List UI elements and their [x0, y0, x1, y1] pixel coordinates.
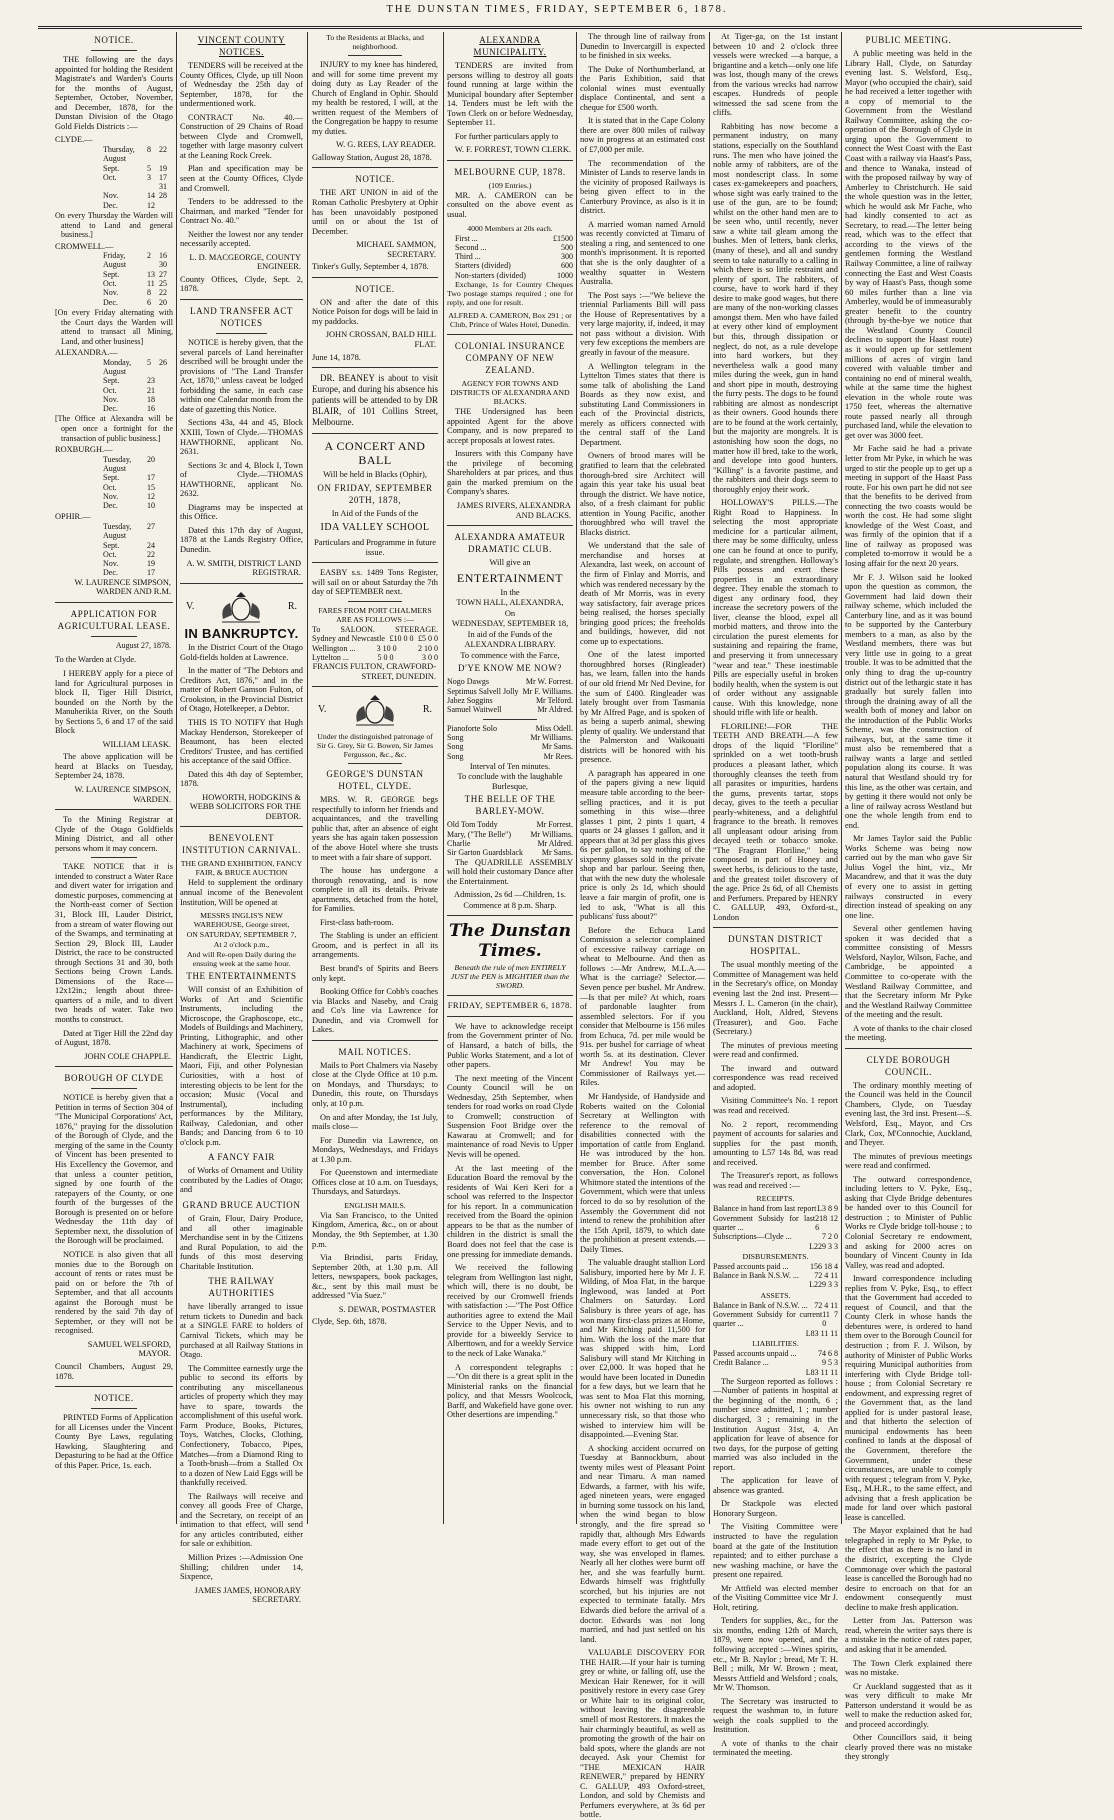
- rule: [348, 55, 402, 56]
- mail-place: Clyde, Sep. 6th, 1878.: [312, 1317, 387, 1327]
- lease-body: I HEREBY apply for a piece of land for Agricultural purposes in block II, Tiger Hill District, bounded on the North by the Manuherikia River, on the South by Sections 5, 6 and 17 of the said Block: [55, 668, 173, 736]
- borough-council-heading: CLYDE BOROUGH COUNCIL.: [866, 1054, 951, 1077]
- mail-body-3: For Dunedin via Lawrence, on Mondays, Wednesdays, and Fridays at 1.30 p.m.: [312, 1135, 438, 1164]
- royal-arms-icon: [214, 589, 268, 625]
- public-meeting-thanks: A vote of thanks to the chair closed the meeting.: [845, 1023, 972, 1043]
- column-separator: [443, 32, 444, 1524]
- fancy-fair-body: of Works of Ornament and Utility contributed by the Ladies of Otago; and: [180, 1166, 303, 1195]
- receipts-heading: RECEIPTS.: [756, 1194, 795, 1204]
- schedule-ophir-heading: OPHIR.—: [55, 512, 91, 522]
- borough-council-clerk: The Town Clerk explained there was no mistake.: [845, 1658, 972, 1678]
- carnival-place: MESSRS INGLIS'S NEW WAREHOUSE, George street,: [193, 911, 290, 930]
- public-meeting-body-4: Mr James Taylor said the Public Works Scheme was being now carried out by the man who gave Sir Julius Vogel the hint, viz., Mr Macandrew, and that it was the duty of every one to assist in getting railways constructed in every direction instead of speaking on any one line.: [845, 834, 972, 920]
- borough-heading: BOROUGH OF CLYDE: [64, 1073, 164, 1084]
- colonial-body: THE Undersigned has been appointed Agent for the above Company, and is now prepared to accept proposals at lowest rates.: [447, 407, 573, 445]
- poison-date: June 14, 1878.: [312, 352, 361, 362]
- hospital-visiting-2: The Visiting Committee were instructed to have the regulation board at the gate of the Institution repainted; and to either purchase a new washing machine, or have the present one repaired.: [713, 1522, 838, 1580]
- land-transfer-diagrams: Diagrams may be inspected at this Office.: [180, 502, 303, 522]
- melbourne-cup-entries: (109 Entries.): [488, 180, 532, 190]
- rule: [312, 562, 438, 563]
- rule: [91, 50, 137, 51]
- entertainments-body: Will consist of an Exhibition of Works of Art and Scientific Instruments, including the Microscope, the Graphoscope, etc., Models of Buildings and Machinery, Printing, Lithographic, and other Machinery at work, Specimens of Handicraft, the Electric Light, Maori, Fiji, and other Polynesian Curiosities, with a host of interesting objects to be lent for the occasion; Music (Vocal and Instrumental), including performances by the Military, Railway, Caledonian, and other Bands; and Dancing from 6 to 10 o'clock p.m.: [180, 985, 303, 1147]
- rule: [55, 809, 173, 810]
- news-paragraph: The Duke of Northumberland, at the Paris Exhibition, said that colonial wines must eventually displace Continental, and sent a cheque for £500 worth.: [580, 64, 705, 112]
- signature: JOHN CROSSAN, BALD HILL FLAT.: [325, 330, 436, 350]
- schedule-cromwell-note: [On every Friday alternating with the Court days the Warden will attend to transact all Mining, Land, and other business]: [55, 307, 173, 346]
- newspaper-dateline: FRIDAY, SEPTEMBER 6, 1878.: [447, 1000, 573, 1011]
- dramatic-on: On: [504, 608, 516, 618]
- crest-letter-r: R.: [422, 704, 432, 716]
- dramatic-in: In the: [500, 587, 520, 597]
- art-union-body: THE ART UNION in aid of the Roman Catholic Presbytery at Ophir has been unavoidably postponed until on or about the 1st of December.: [312, 188, 438, 236]
- melbourne-cup-sig: ALFRED A. CAMERON, Box 291 ; or Club, Prince of Wales Hotel, Dunedin.: [448, 311, 572, 330]
- railway-heading: THE RAILWAY AUTHORITIES: [208, 1276, 275, 1299]
- carnival-time: At 2 o'clock p.m.,: [213, 940, 270, 950]
- news-paragraph: The through line of railway from Dunedin to Invercargill is expected to be finished in six weeks.: [580, 32, 705, 61]
- court-notice-body: THE following are the days appointed for holding the Resident Magistrate's and Warden's Courts for the months of August, September, October, November, and December, 1878, for the Dunstan Division of the Otago Gold Fields Districts :—: [55, 55, 173, 131]
- hotel-bath: First-class bath-room.: [320, 917, 394, 927]
- bruce-auction-body: of Grain, Flour, Dairy Produce, and all other imaginable Merchandise sent in by the Citizens and Rural Population, to aid the funds of this most deserving Charitable Institution.: [180, 1214, 303, 1271]
- borough-council-minutes: The minutes of previous meetings were read and confirmed.: [845, 1151, 972, 1171]
- schedule-roxburgh-heading: ROXBURGH.—: [55, 445, 113, 455]
- borough-body: NOTICE is hereby given that a Petition in terms of Section 304 of "The Municipal Corporations' Act, 1876," praying for the dissolution of the Borough of Clyde, and the merging of the same in the County of Vincent has been presented to His Excellency the Governor, and that unless a counter petition, signed by one fourth of the ratepayers of the County, or one fourth of the burgesses of the Borough is presented on or before Wednesday the 11th day of September next, the dissolution of the Borough will be proclaimed.: [55, 1093, 173, 1246]
- mail-body-4: For Queenstown and intermediate Offices close at 10 a.m. on Tuesdays, Thursdays, and Saturdays.: [312, 1168, 438, 1197]
- dramatic-admission: Admission, 2s 6d —Children, 1s.: [454, 890, 566, 900]
- schedule-alexandra-heading: ALEXANDRA.—: [55, 348, 118, 358]
- hospital-thanks: A vote of thanks to the chair terminated the meeting.: [713, 1738, 838, 1758]
- liabilities-heading: LIABILITIES.: [752, 1338, 799, 1348]
- dramatic-quadrille: The QUADRILLE ASSEMBLY will hold their customary Dance after the Entertainment.: [447, 857, 573, 886]
- race-dated: Dated at Tiger Hill the 22nd day of August, 1878.: [55, 1028, 173, 1048]
- rule: [845, 1048, 972, 1049]
- crest-letter-v: V.: [318, 704, 327, 716]
- dramatic-library: ALEXANDRA LIBRARY.: [464, 640, 556, 650]
- race-to: To the Mining Registrar at Clyde of the Otago Goldfields Mining District, and all other persons whom it may concern.: [55, 815, 173, 853]
- borough-council-outward: The outward correspondence, including letters to V. Pyke, Esq., asking that Clyde Bridge debentures be handed over to this Council for destruction ; to Minister of Public Works re Clyde bridge toll-house ; to Colonial Secretary re endowment, and asking for 2000 acres on boundary of Vincent County in Ida Valley, was read and adopted.: [845, 1174, 972, 1270]
- signature: JOHN COLE CHAPPLE.: [84, 1051, 171, 1061]
- signature: MICHAEL SAMMON, SECRETARY.: [356, 240, 436, 259]
- column-4: ALEXANDRA MUNICIPALITY. TENDERS are invited from persons willing to destroy all goats found running at large within the Municipal boundary after September 14. Tenders must be left with the Town Clerk on or before Wednesday, September 11. For further particulars apply to W. F. FORREST, TOWN CLERK. MELBOURNE CUP, 1878. (109 Entries.) MR. A. CAMERON can be consulted on the above event as usual. 4000 Members at 20s each. First ... £1500 Second ... 500 Third ... 300 Starters (divided) 600 Non-starters (divided) 1000 Exchange, 1s for Country Cheques Two postage stamps required ; one for reply, and one for result. ALFRED A. CAMERON, Box 291 ; or Club, Prince of Wales Hotel, Dunedin. COLONIAL INSURANCE COMPANY OF NEW ZEALAND. AGENCY FOR TOWNS AND DISTRICTS OF ALEXANDRA AND BLACKS. THE Undersigned has been appointed Agent for the above Company, and is now prepared to accept proposals at lowest rates. Insurers with this Company have the privilege of becoming Shareholders at par prices, and thus gain the marked premium on the Company's shares. JAMES RIVERS, ALEXANDRA AND BLACKS. ALEXANDRA AMATEUR DRAMATIC CLUB. Will give an ENTERTAINMENT In the TOWN HALL, ALEXANDRA, On WEDNESDAY, SEPTEMBER 18, In aid of the Funds of the ALEXANDRA LIBRARY. To commence with the Farce, D'YE KNOW ME NOW? Nogo Dawgs Mr W. Forrest. Septimus Salvell Jolly Mr F. Williams. Jabez Soggins Mr Telford. Samuel Waitwell Mr Aldred. Pianoforte Solo Miss Odell. Song Mr Williams. Song Mr Sams. Song Mr Rees. Interval of Ten minutes. To conclude with the laughable Burlesque, THE BELLE OF THE BARLEY-MOW. Old Tom Toddy Mr Forrest. Mary, ("The Belle") Mr Williams. Charlie Mr Aldred. Sir Garton Guardsblack Mr Sams. The QUADRILLE ASSEMBLY will hold their customary Dance after the Entertainment. Admission, 2s 6d —Children, 1s. Commence at 8 p.m. Sharp. The Dunstan Times. Beneath the rule of men ENTIRELY JUST the PEN is MIGHTIER than the SWORD. FRIDAY, SEPTEMBER 6, 1878. We have to acknowledge receipt from the Government printer of No. of Hansard, a batch of bills, the Public Works Statement, and a lot of other papers. The next meeting of the Vincent County Council will be on Wednesday, 25th September, when tenders for road works on road Clyde to Cromwell; construction of Suspension Foot Bridge over the Kawarau at Cromwell; and for maintenance of road Nevis to Upper Nevis will be opened. At the last meeting of the Education Board the removal by the residents of Wai Keri Keri for a school was referred to the Inspector for his report. In a communication received from the Board the opinion appears to be that as the number of children in the district is small the Board does not feel that the case is one pressing for immediate demands. We received the following telegram from Wellington last night, which will, there is no doubt, be received by our Cromwell friends with satisfaction :—"The Post Office authorities agree to extend the Mail Service to the Upper Nevis, and to provide for a biweekly Service to Alberttown, and for a weekly Service to the neck of Lake Wanaka." A correspondent telegraphs :—"On dit there is a great split in the Ministerial ranks on the financial policy, and that Messrs Woolcock, Barff, and Wakefield have gone over. Other desertions are impending.": [447, 35, 573, 1420]
- carnival-body: Held to supplement the ordinary annual income of the Benevolent Institution, Will be opened at: [180, 878, 303, 907]
- lease-heard: The above application will be heard at Blacks on Tuesday, September 24, 1878.: [55, 752, 173, 781]
- court-notice-heading: NOTICE.: [94, 35, 134, 45]
- masthead-rule: [38, 26, 1082, 29]
- borough-place: Council Chambers, August 29, 1878.: [55, 1361, 173, 1381]
- column-separator: [841, 32, 842, 1524]
- public-meeting-body-3: Mr F. J. Wilson said he looked upon the question as common, the Government had laid down their railway scheme, which included the Canterbury line, and as it was bound to be supported by the Canterbury members to a man, as also by the Westland members, there was but very little use in going to a great trouble. It was to be admitted that the only thing to drag the up-country district out of the lethargic state it has gradually but surely fallen into through the draining away of all the wealth both of money and labor on the introduction of the Public Works Scheme, was the construction of railways, but, at the same time it must also be remembered that a railway wants a large and settled population along its course. It was natural that Westland should try for this line, as the other was certain, and by getting it there would not only be a line of railway across Westland but one the whole length from end to end.: [845, 572, 972, 830]
- news-paragraph: A shocking accident occurred on Tuesday at Bannockburn, about twenty miles west of Pleasant Point and near Timaru. A man named Edwards, a farmer, with his wife, aged nineteen years, were engaged in burning some tussock on his land, when the wind began to blow strongly, and the fire spread so rapidly that, although Mrs Edwards made every effort to get out of the way, she was enveloped in flames. Nearly all her clothes were burnt off her, and she was fearfully burnt. Edwards himself was frightfully scorched, but his injuries are not expected to terminate fatally. Mrs Edwards died before the arrival of a doctor. Edwards was not long married, and had just settled on his land.: [580, 1443, 705, 1644]
- public-meeting-body: A public meeting was held in the Library Hall, Clyde, on Saturday evening last. S. Welsford, Esq., Mayor (who occupied the chair), said he had received a letter together with a copy of memorial to the Government from the Westland Railway Committee, asking the co-operation of the Borough of Clyde in urging upon the Government to connect the West Coast with the East Coast with a railway via Haast's Pass, and thence to Wanaka, instead of with the proposed railway by way of Amberley to Christchurch. He said the whole question was in the letter, which he would ask Mr Fache, who had kindly consented to act as Secretary, to read.—The letter being read, which was to the effect that according to the views of the gentlemen forming the Westland Railway Committee, a line of railway connecting the East and West Coasts by way of Haast's Pass, though some 60 miles further than a line via Amberley, would be of immeasurably greater benefit to the country (through by-the-bye we notice that the Westland County Council declines to support the Haast route) as it would open up for settlement millions of acres of virgin land covered with valuable timber and containing no end of mineral wealth, while at the same time the highest elevation in the whole route was 1750 feet, whereas the alternative route passed nearly all through purchased land, while the elevation to get over was 3000 feet.: [845, 49, 972, 440]
- signature: WILLIAM LEASK.: [102, 739, 171, 749]
- hospital-tenders: Tenders for supplies, &c., for the six months, ending 12th of March, 1879, were now opened, and the following accepted :—Wines spirits, etc., Mr B. Naylor ; bread, Mr T. H. Bell ; milk, Mr W. Brown ; meat, Messrs Attfield and Welsford ; coals, Mr W. Thomson.: [713, 1616, 838, 1693]
- rule: [180, 299, 303, 300]
- hotel-body-2: The house has undergone a thorough renovating, and is now complete in all its details. Private apartments, detached from the hotel, for Families.: [312, 866, 438, 914]
- dramatic-hall: TOWN HALL, ALEXANDRA,: [456, 598, 564, 608]
- rule: [216, 333, 267, 334]
- hotel-stabling: The Stabling is under an efficient Groom, and is perfect in all its arrangements.: [312, 931, 438, 960]
- melbourne-cup-body: MR. A. CAMERON can be consulted on the above event as usual.: [447, 190, 573, 220]
- bruce-auction-heading: GRAND BRUCE AUCTION: [182, 1200, 301, 1211]
- signature: JAMES RIVERS, ALEXANDRA AND BLACKS.: [456, 500, 571, 520]
- poison-heading: NOTICE.: [355, 283, 395, 294]
- land-transfer-body: NOTICE is hereby given, that the several parcels of Land hereinafter described will be brought under the provisions of "The Land Transfer Act, 1870," unless caveat be lodged forbidding the same, in each case within one Calendar month from the date of gazetting this Notice.: [180, 338, 303, 414]
- column-6: At Tiger-ga, on the 1st instant between 10 and 2 o'clock three vessels were wrecked —a barque, a brigantine and a ketch—only one life was lost, though many of the crews from the various wrecks had narrow escapes. Hundreds of people witnessed the sad scene from the cliffs. Rabbiting has now become a permanent industry, on many stations, especially on the Southland runs. The men who have joined the noble army of rabbiters, are of the most nondescript class. In some cases ex-gamekeepers and poachers, whose sight was early trained to the use of the gun, are to be found; whilst on the other hand men are to be seen who, until recently, never saw a white tail gleam among the bushes. Men of letters, bank clerks, (many of these), and all and sundry seem to take naturally to a calling in which there is so little restraint and plenty of sport. The rabbiters, of course, have to work hard if they desire to make good wages, but there are many of the non-working classes amongst them. Men who have failed at every other kind of employment but this, through dissipation or neglect, do not, as a rule develope into hard workers, but they nevertheless walk a good many miles during the week, gun in hand and short pipe in mouth, destroying the furry pests. The dogs to be found rabbiting are almost as nondescript as their owners. Good hounds there are to be found at the work certainly, but the majority are mongrels. It is astonishing how soon the dogs, no matter how ill bred, take to the work, and develope into good hunters. "Killing" is a favorite pastime, and the rabbiters and their dogs seem to thoroughly enjoy their work. HOLLOWAY'S PILLS.—The Right Road to Happiness. In selecting the most appropriate medicine for a particular ailment, there may be some difficulty, unless one can be found at once to purify, regulate, and strengthen. Holloway's Pills possess and exert these properties in an extraordinary degree. They enable the stomach to digest any ordinary food, they increase the secretory powers of the liver, cleanse the blood, expel all morbid matters, and throw into the circulation the purest elements for sustaining and repairing the frame, and preserving it from unnecessary "wear and tear." These inestimable Pills are especially useful in broken bodily health, when the system is out of order without any assignable cause. With this knowledge, none should trifle with life or health. FLORILINE!—FOR THE TEETH AND BREATH.—A few drops of the liquid "Floriline" sprinkled on a wet tooth-brush produces a pleasant lather, which thoroughly cleanses the teeth from all parasites or impurities, hardens the gums, prevents tartar, stops decay, gives to the teeth a peculiar pearly-whiteness, and a delightful fragrance to the breath. It removes all unpleasant odour arising from decayed teeth or tobacco smoke. "The Fragrant Floriline," being composed in part of Honey and sweet herbs, is delicious to the taste, and the greatest toilet discovery of the age. Price 2s 6d, of all Chemists and Perfumers. Prepared by HENRY C. GALLUP, 493, Oxford-st., London DUNSTAN DISTRICT HOSPITAL. The usual monthly meeting of the Committee of Management was held in the Secretary's office, on Monday evening last the 2nd inst. Present—Messrs J. L. Cameron (in the chair), Auckland, Holt, Aldred, Stevens (Treasurer), and Goo. Fache (Secretary.) The minutes of previous meeting were read and confirmed. The inward and outward correspondence was read received and adopted. Visiting Committee's No. 1 report was read and received. No. 2 report, recommending payment of accounts for salaries and supplies for the past month, amounting to L57 14s 8d, was read and received. The Treasurer's report, as follows was read and received :— RECEIPTS. Balance in hand from last report L3 8 9 Government Subsidy for last quarter ... 218 12 6 Subscriptions—Clyde ... 7 2 0 L229 3 3 DISBURSEMENTS. Passed accounts paid ... 156 18 4 Balance in Bank N.S.W. ... 72 4 11 L229 3 3 ASSETS. Balance in Bank of N.S.W. ... 72 4 11 Government Subsidy for current quarter ... 11 7 0 L83 11 11 LIABILITIES. Passed accounts unpaid ... 74 6 8 Credit Balance ... 9 5 3 L83 11 11 The Surgeon reported as follows :—Number of patients in hospital at the beginning of the month, 6 ; number since admitted, 1 ; number discharged, 3 ; remaining in the Institution August 31st, 4. An application for leave of absence for two days, for the purpose of getting married was also included in the report. The application for leave of absence was granted. Dr Stackpole was elected Honorary Surgeon. The Visiting Committee were instructed to have the regulation board at the gate of the Institution repainted; and to either purchase a new washing machine, or have the present one repaired. Mr Attfield was elected member of the Visiting Committee vice Mr J. Holt, retiring. Tenders for supplies, &c., for the six months, ending 12th of March, 1879, were now opened, and the following accepted :—Wines spirits, etc., Mr B. Naylor ; bread, Mr T. H. Bell ; milk, Mr W. Brown ; meat, Messrs Attfield and Welsford ; coals, Mr W. Thomson. The Secretary was instructed to request the washman to, in future weigh the coals supplied to the Institution. A vote of thanks to the chair terminated the meeting.: [713, 32, 838, 1758]
- news-paragraph: VALUABLE DISCOVERY FOR THE HAIR.—If your hair is turning grey or white, or falling off, use the Mexican Hair Renewer, for it will positively restore in every case Grey or White hair to its original color, without leaving the disagreeable smell of most Restorers. It makes the hair charmingly beautiful, as well as promoting the growth of the hair on bald spots, where the glands are not decayed. Ask your Chemist for "THE MEXICAN HAIR RENEWER," prepared by HENRY C. GALLUP, 493 Oxford-street, London, and sold by Chemists and Perfumers everywhere, at 3s 6d per bottle.: [580, 1648, 705, 1820]
- dramatic-club-heading: ALEXANDRA AMATEUR DRAMATIC CLUB.: [454, 532, 566, 555]
- rule: [180, 826, 303, 827]
- editorial-3: At the last meeting of the Education Board the removal by the residents of Wai Keri Keri for a school was referred to the Inspector for his report. In a communication received from the Board the opinion appears to be that as the number of children in the district is small the Board does not feel that the case is one pressing for immediate demands.: [447, 1163, 573, 1259]
- land-transfer-section-2: Sections 3c and 4, Block I, Town of Clyde.—THOMAS HAWTHORNE, applicant No. 2632.: [180, 460, 303, 499]
- editorial-2: The next meeting of the Vincent County Council will be on Wednesday, 25th September, when tenders for road works on road Clyde to Cromwell; construction of Suspension Foot Bridge over the Kawarau at Cromwell; and for maintenance of road Nevis to Upper Nevis will be opened.: [447, 1073, 573, 1160]
- column-5: [580, 32, 705, 1820]
- news-paragraph: It is stated that in the Cape Colony there are over 800 miles of railway now in progress at an estimated cost of £7,000 per mile.: [580, 116, 705, 155]
- hospital-body: The usual monthly meeting of the Committee of Management was held in the Secretary's office, on Monday evening last the 2nd inst. Present—Messrs J. L. Cameron (in the chair), Auckland, Holt, Aldred, Stevens (Treasurer), and Goo. Fache (Secretary.): [713, 960, 838, 1037]
- rule: [713, 927, 838, 928]
- lease-date: August 27, 1878.: [115, 640, 171, 650]
- carnival-heading: BENEVOLENT INSTITUTION CARNIVAL.: [182, 833, 301, 856]
- lease-heading: APPLICATION FOR AGRICULTURAL LEASE.: [57, 608, 171, 631]
- dramatic-farce: D'YE KNOW ME NOW?: [458, 663, 562, 674]
- committee-body: The Committee earnestly urge the public to second its efforts by contributing any miscellaneous articles of property which they may have to spare, towards the accomplishment of this useful work. Farm Produce, Books, Pictures, Toys, Watches, Clocks, Clothing, Confectionery, Tobacco, Pipes, Matches—from a Diamond Ring to a Tooth-brush—from a Stalled Ox to a dozen of New Laid Eggs will be thankfully received.: [180, 1363, 303, 1488]
- concert-body: Will be held in Blacks (Ophir),: [323, 470, 427, 480]
- news-paragraph: Mr Handyside, of Handyside and Roberts waited on the Colonial Secretary at Wellington with reference to the removal of disabilities connected with the importation of cattle from England. He was introduced by the hon. member for Bruce. After some conversation, the Hon. Colonel Whitmore stated the intentions of the Government, which were that unless forced to do so by resolution of the Assembly the Government did not intend to renew the prohibition after the 15th April, 1879, to which date the prohibition at present extends.—Daily Times.: [580, 1091, 705, 1254]
- signature: W. LAURENCE SIMPSON, WARDEN AND R.M.: [74, 577, 171, 597]
- forms-notice-body: PRINTED Forms of Application for all Licenses under the Vincent County Bye Laws, regulating Hawking, Slaughtering and Depasturing to be had at the Office of this Paper. Price, 1s. each.: [55, 1413, 173, 1470]
- column-separator: [709, 32, 710, 1524]
- news-paragraph: Rabbiting has now become a permanent industry, on many stations, especially on the Southland runs. The men who have joined the noble army of rabbiters, are of the most nondescript class. In some cases ex-gamekeepers and poachers, whose sight was early trained to the use of the gun, are to be found; whilst on the other hand men are to be seen who, until recently, never saw a white tail gleam among the bushes. Men of letters, bank clerks, (many of these), and all and sundry seem to take naturally to a calling in which there is so little restraint and plenty of sport. The rabbiters, of course, have to work hard if they desire to make good wages, but there are many of the non-working classes amongst them. Men who have failed at every other kind of employment but this, through dissipation or neglect, do not, as a rule develope into hard workers, but they nevertheless walk a good many miles during the week, gun in hand and short pipe in mouth, destroying the furry pests. The dogs to be found rabbiting are almost as nondescript as their owners. Good hounds there are to be found at the work certainly, but the majority are mongrels. It is astonishing how soon the dogs, no matter how ill bred, take to the work, and develope into good hunters. "Killing" is a favorite pastime, and the rabbiters and their dogs seem to thoroughly enjoy their work.: [713, 121, 838, 494]
- hospital-treasurer: The Treasurer's report, as follows was read and received :—: [713, 1171, 838, 1190]
- easby-body: EASBY s.s. 1489 Tons Register, will sail on or about Saturday the 7th day of SEPTEMBER next.: [312, 568, 438, 597]
- royal-crest: [186, 589, 297, 625]
- rule: [447, 160, 573, 161]
- news-paragraph: Owners of brood mares will be gratified to learn that the celebrated thorough-bred sire Architect will again this year take his usual beat through the district. We have notice, also, of a fresh claimant for public attention in Young Pacific, another thoroughbred who will travel the Blacks district.: [580, 451, 705, 537]
- melbourne-cup-heading: MELBOURNE CUP, 1878.: [454, 166, 566, 177]
- editorial-5: A correspondent telegraphs :—"On dit there is a great split in the Ministerial ranks on the financial policy, and that Messrs Woolcock, Barff, and Wakefield have gone over. Other desertions are impending.": [447, 1362, 573, 1420]
- editorial-4: We received the following telegram from Wellington last night, which will, there is no doubt, be received by our Cromwell friends with satisfaction :—"The Post Office authorities agree to extend the Mail Service to the Upper Nevis, and to provide for a biweekly Service to Alberttown, and for a weekly Service to the neck of Lake Wanaka.": [447, 1263, 573, 1358]
- committee-body-2: The Railways will receive and convey all goods Free of Charge, and the Secretary, on receipt of an intimation to that effect, will send for any articles contributed, either for sale or exhibition.: [180, 1491, 303, 1549]
- news-paragraph: FLORILINE!—FOR THE TEETH AND BREATH.—A few drops of the liquid "Floriline" sprinkled on a wet tooth-brush produces a pleasant lather, which thoroughly cleanses the teeth from all parasites or impurities, hardens the gums, prevents tartar, stops decay, gives to the teeth a peculiar pearly-whiteness, and a delightful fragrance to the breath. It removes all unpleasant odour arising from decayed teeth or tobacco smoke. "The Fragrant Floriline," being composed in part of Honey and sweet herbs, is delicious to the taste, and the greatest toilet discovery of the age. Price 2s 6d, of all Chemists and Perfumers. Prepared by HENRY C. GALLUP, 493, Oxford-st., London: [713, 721, 838, 922]
- colonial-agency: AGENCY FOR TOWNS AND DISTRICTS OF ALEXANDRA AND BLACKS.: [450, 379, 570, 407]
- residents-place: Galloway Station, August 28, 1878.: [312, 152, 432, 162]
- rule: [348, 763, 402, 764]
- rule: [483, 719, 537, 720]
- news-paragraph: The valuable draught stallion Lord Salisbury, imported here by Mr J. F. Wilding, of Moa Flat, in the barque Inglewood, was landed at Port Chalmers on Saturday. Lord Salisbury is three years of age, has won many first-class prizes at Home, and Mr Kitching paid 11,500 for him. With the loss of the mare that was shipped with him, Lord Salisbury will stand Mr Kitching in over £2,000. It was hoped that he would have been located in Dunedin for a few days, but we learn that he was sent to Moa Flat this morning, his owner not wishing to run any unnecessary risk, so that those who wished to interview him will be disappointed.—Evening Star.: [580, 1258, 705, 1440]
- county-notices-heading: VINCENT COUNTY NOTICES.: [197, 35, 286, 57]
- carnival-date: ON SATURDAY, SEPTEMBER 7,: [186, 930, 297, 940]
- fancy-fair-heading: A FANCY FAIR: [207, 1152, 276, 1163]
- rule: [91, 857, 137, 858]
- hospital-inward: The inward and outward correspondence was read received and adopted.: [713, 1063, 838, 1092]
- concert-particulars: Particulars and Programme in future issue.: [314, 538, 436, 557]
- rule: [312, 686, 438, 687]
- royal-crest: [318, 692, 432, 728]
- rule: [447, 915, 573, 916]
- fares-heading: FARES FROM PORT CHALMERS ARE AS FOLLOWS :—: [318, 605, 432, 624]
- residents-heading: To the Residents at Blacks, and neighborhood.: [326, 33, 424, 51]
- rule: [91, 1408, 137, 1409]
- schedule-cromwell-heading: CROMWELL.—: [55, 241, 114, 251]
- crest-letter-r: R.: [287, 600, 297, 612]
- entertainments-heading: THE ENTERTAINMENTS: [186, 971, 297, 982]
- hospital-surgeon: The Surgeon reported as follows :—Number of patients in hospital at the beginning of the month, 6 ; number since admitted, 1 ; number discharged, 3 ; remaining in the Institution August 31st, 4. An application for leave of absence for two days, for the purpose of getting married was also included in the report.: [713, 1376, 838, 1472]
- borough-council-body: The ordinary monthly meeting of the Council was held in the Council Chambers, Clyde, on Tuesday evening last, the 3rd inst. Present—S. Welsford, Esq., Mayor, and Crs Clark, Cox, M'Connochie, Auckland, and Theyer.: [845, 1080, 972, 1148]
- dramatic-commence: To commence with the Farce,: [460, 650, 560, 660]
- mail-body-2: On and after Monday, the 1st July, mails close—: [312, 1112, 438, 1132]
- column-2: [180, 32, 303, 1605]
- hospital-visiting: Visiting Committee's No. 1 report was read and received.: [713, 1096, 838, 1115]
- news-paragraph: A married woman named Arnold was recently convicted at Timaru of stealing a ring, and sentenced to one month's imprisonment. It is reported that she is the only daughter of a wealthy squatter in Western Australia.: [580, 219, 705, 287]
- rule: [312, 277, 438, 278]
- land-transfer-dated: Dated this 17th day of August, 1878 at the Lands Registry Office, Dunedin.: [180, 525, 303, 554]
- disbursements-heading: DISBURSEMENTS.: [742, 1251, 809, 1261]
- alexandra-body: TENDERS are invited from persons willing to destroy all goats found running at large within the Municipal boundary after September 14. Tenders must be left with the Town Clerk on or before Wednesday, September 11.: [447, 61, 573, 128]
- residents-body: INJURY to my knee has hindered, and will for some time prevent my doing duty as Lay Reader of the Church of England in Ophir. Should my health be restored, I will, at the written request of the Members of the Congregation be happy to resume my duties.: [312, 60, 438, 136]
- assets-heading: ASSETS.: [760, 1290, 791, 1300]
- hotel-heading: GEORGE'S DUNSTAN HOTEL, CLYDE.: [326, 769, 424, 792]
- public-meeting-heading: PUBLIC MEETING.: [865, 35, 952, 45]
- borough-council-mayor: The Mayor explained that he had telegraphed in reply to Mr Pyke, to the effect that as there is no land in the district, excepting the Clyde Commonage over which the pastoral lease is cancelled the Borough had no desire to encroach on that for an endowment consequently must decline to make fresh application.: [845, 1526, 972, 1612]
- hospital-leave: The application for leave of absence was granted.: [713, 1476, 838, 1495]
- rule: [55, 602, 173, 603]
- art-union-heading: NOTICE.: [355, 174, 395, 185]
- rule: [447, 334, 573, 335]
- signature: S. DEWAR, POSTMASTER: [338, 1304, 436, 1314]
- dramatic-give: Will give an: [489, 558, 531, 568]
- rule: [55, 1386, 173, 1387]
- news-paragraph: HOLLOWAY'S PILLS.—The Right Road to Happiness. In selecting the most appropriate medicine for a particular ailment, there may be some difficulty, unless one can be found at once to purify, regulate, and strengthen. Holloway's Pills possess and exert these properties in an extraordinary degree. They enable the stomach to digest any ordinary food, they increase the secretory powers of the liver, cleanse the blood, expel all morbid matters, and throw into the circulation the purest elements for sustaining and repairing the frame, and preserving it from unnecessary "wear and tear." These inestimable Pills are especially useful in broken bodily health, when the system is out of order without any assignable cause. With this knowledge, none should trifle with life or health.: [713, 498, 838, 718]
- mail-notices-heading: MAIL NOTICES.: [338, 1046, 412, 1057]
- borough-body-2: NOTICE is also given that all monies due to the Borough on account of rents or rates must be paid on or before the 7th of September, and that all accounts against the Borough must be rendered by the said 7th day of September, or they will not be recognised.: [55, 1249, 173, 1336]
- news-paragraph: At Tiger-ga, on the 1st instant between 10 and 2 o'clock three vessels were wrecked —a barque, a brigantine and a ketch—only one life was lost, though many of the crews from the various wrecks had narrow escapes. Hundreds of people witnessed the sad scene from the cliffs.: [713, 32, 838, 118]
- column-7: [845, 32, 972, 1762]
- rule: [447, 995, 573, 996]
- dramatic-burlesque: THE BELLE OF THE BARLEY-MOW.: [464, 794, 556, 817]
- news-paragraph: We understand that the sale of merchandise and horses at Alexandra, last week, on account of the firm of Finlay and Morris, and which was rendered necessary by the death of Mr Morris, was in every way satisfactory, fair average prices being realised, the horses specially bringing good prices; the freeholds and buildings, however, did not come up to expectations.: [580, 541, 705, 646]
- patronage-text: Under the distinguished patronage of Sir G. Grey, Sir G. Bowen, Sir James Fergusson, &c., &c.: [316, 732, 434, 760]
- rule: [312, 367, 438, 368]
- news-paragraph: One of the latest imported thoroughbred horses (Ringleader) has, we learn, fallen into the hands of our old friend Mr Ned Devine, for the sum of £400. Ringleader was lately brought over from Tasmania by Mr Alfred Page, and is spoken of as being a superb animal, shewing plenty of quality. We understand that the Palmerston and Waikouaiti districts will be honored with his presence.: [580, 650, 705, 765]
- news-paragraph: The recommendation of the Minister of Lands to reserve lands in the vicinity of proposed Railways is being given effect to in the Canterbury Province, as also is it in district.: [580, 158, 705, 216]
- forms-notice-heading: NOTICE.: [94, 1393, 134, 1404]
- mail-body-6: Via Brindisi, parts Friday, September 20th, at 1.30 p.m. All letters, newspapers, book packages, &c., sent by this mail must be addressed "Via Suez.": [312, 1253, 438, 1301]
- column-separator: [307, 32, 308, 1524]
- schedule-clyde-heading: CLYDE.—: [55, 135, 93, 145]
- signature: L. D. MACGEORGE, COUNTY ENGINEER.: [189, 252, 301, 272]
- hospital-minutes: The minutes of previous meeting were read and confirmed.: [713, 1040, 838, 1060]
- alexandra-heading: ALEXANDRA MUNICIPALITY.: [473, 35, 547, 57]
- melbourne-cup-exchange: Exchange, 1s for Country Cheques Two postage stamps required ; one for reply, and one for result.: [447, 280, 573, 308]
- land-transfer-section-1: Sections 43a, 44 and 45, Block XXIII, Town of Clyde.—THOMAS HAWTHORNE, applicant No. 2631.: [180, 418, 303, 457]
- hospital-stackpole: Dr Stackpole was elected Honorary Surgeon.: [713, 1499, 838, 1518]
- mail-body-5: Via San Francisco, to the United Kingdom, America, &c., on or about Monday, the 9th September, at 1.30 p.m.: [312, 1210, 438, 1249]
- rule: [447, 1016, 573, 1017]
- newspaper-motto: Beneath the rule of men ENTIRELY JUST the PEN is MIGHTIER than the SWORD.: [450, 963, 570, 991]
- signature: JAMES JAMES, HONORARY SECRETARY.: [194, 1585, 301, 1605]
- english-mails-heading: ENGLISH MAILS.: [344, 1200, 406, 1210]
- page-masthead: THE DUNSTAN TIMES, FRIDAY, SEPTEMBER 6, 1878.: [386, 4, 728, 15]
- carnival-sub: THE GRAND EXHIBITION, FANCY FAIR, & BRUCE AUCTION: [180, 859, 303, 878]
- signature: W. G. REES, LAY READER.: [335, 140, 436, 150]
- concert-date: ON FRIDAY, SEPTEMBER 20TH, 1878,: [317, 482, 433, 505]
- schedule-alexandra-note: [The Office at Alexandra will be open once a fortnight for the transaction of public business.]: [55, 414, 173, 443]
- public-meeting-body-5: Several other gentlemen having spoken it was decided that a committee consisting of Messrs Welsford, Naylor, Wilson, Fache, and Cambridge, be appointed a Committee to co-operate with the Westland Railway Committee, and that the Secretary inform Mr Pyke and the Westland Railway Committee of the meeting and the result.: [845, 924, 972, 1020]
- carnival-reopen: And will Re-open Daily during the ensuing week at the same hour.: [187, 950, 296, 969]
- hotel-coach: Booking Office for Cobb's coaches via Blacks and Naseby, and Craig and Co's line via Lawrence for Dunedin, and via Cromwell for Lakes.: [312, 987, 438, 1035]
- dramatic-conclude: To conclude with the laughable Burlesque,: [457, 772, 563, 791]
- column-separator: [176, 32, 177, 1524]
- poison-body: ON and after the date of this Notice Poison for dogs will be laid in my paddocks.: [312, 297, 438, 326]
- bankruptcy-heading: IN BANKRUPTCY.: [184, 625, 299, 641]
- crest-letter-v: V.: [186, 600, 195, 612]
- rule: [348, 601, 402, 602]
- hotel-spirits: Best brand's of Spirits and Beers only kept.: [312, 963, 438, 983]
- mail-body: Mails to Port Chalmers via Naseby close at the Clyde Office at 10 p.m. on Mondays, and Thursdays; to Dunedin, this route, on Thursdays only, at 10 p.m.: [312, 1060, 438, 1108]
- lease-to: To the Warden at Clyde.: [55, 655, 137, 665]
- rule: [180, 583, 303, 584]
- tender-body: TENDERS will be received at the County Offices, Clyde, up till Noon of Wednesday the 25th day of September, 1878, for the undermentioned work.: [180, 61, 303, 109]
- news-paragraph: A paragraph has appeared in one of the papers giving a new liquid measure table according to the beer-selling practices, and it is put something in this wise—three glasses 1 pint, 2 pints 1 quart, 4 quarts or 24 glasses 1 gallon, and it appears that at 3d per glass this gives 6s per gallon, to say nothing of the sixpenny glasses sold in the private shop and bar parlour. Seeing then, that with the new duty the wholesale price is only 2s 1d, which should leave a fair margin of profit, one is led to ask, "What is all this publicans' fuss about?": [580, 768, 705, 922]
- hospital-heading: DUNSTAN DISTRICT HOSPITAL.: [728, 934, 823, 957]
- newspaper-title: The Dunstan Times.: [448, 921, 571, 962]
- bankruptcy-matter: In the matter of "The Debtors and Creditors Act, 1876," and in the matter of Robert Gamson Fulton, of Crookston, in the Provincial District of Otago, Hotelkeeper, a Debtor.: [180, 666, 303, 714]
- hospital-secretary: The Secretary was instructed to request the washman to, in future weigh the coals supplied to the Institution.: [713, 1696, 838, 1735]
- alexandra-further: For further particulars apply to: [455, 131, 559, 141]
- news-paragraph: A Wellington telegram in the Lyttelton Times states that there is some talk of abolishing the Land Boards as they now exist, and substituting Land Commissioners in each of the Provincial districts, merely as officers connected with the central staff of the Land Department.: [580, 361, 705, 447]
- borough-council-letter: Letter from Jas. Patterson was read, wherein the writer says there is a mistake in the notice of rates paper, and asking that it be amended.: [845, 1616, 972, 1654]
- signature: W. LAURENCE SIMPSON, WARDEN.: [74, 784, 171, 804]
- fares-table: To SALOON. STEERAGE. Sydney and Newcastle £10 0 0 £5 0 0 Wellington ... 3 10 0 2 10 0 Lyttelton ... 5 0 0 3 0 0: [312, 624, 438, 662]
- news-paragraph: The Post says :—"We believe the triennial Parliaments Bill will pass the House of Representatives by a very large majority, if, indeed, it may not pass without a division. With very few exceptions the members are greatly in favour of the measure.: [580, 290, 705, 357]
- neither-text: Neither the lowest nor any tender necessarily accepted.: [180, 229, 303, 249]
- rule: [312, 433, 438, 434]
- beaney-body: DR. BEANEY is about to visit Europe, and during his absence his patients will be attended to by DR BLAIR, of 101 Collins Street, Melbourne.: [312, 373, 438, 428]
- news-paragraph: Before the Echuca Land Commission a selector complained of excessive railway carriage on wheat to Melbourne. And then as follows :—Mr Andrew, M.L.A.—What is the carriage? Selector.—Seven pence per bushel. Mr Andrew.—Is that per mile? At which, roars of pardonable laughter from assembled selectors. For if you consider that Melbourne is 156 miles from Echuca, 7d. per mile would be 91s. per bushel for carriage of wheat worth 5s. at its destination. Clever Mr Andrew! You may be Commissioner of Railways yet.—Riles.: [580, 925, 705, 1088]
- column-separator: [576, 32, 577, 1524]
- borough-council-inward: Inward correspondence including replies from V. Pyke, Esq., to effect that the Government had acceded to request of Council, and that the County Clerk in whose hands the debentures were, is ordered to hand them over to the Borough Council for destruction ; from F. J. Wilson, by authority of Minister of Public Works requiring Municipal authorities from interfering with Clyde Bridge toll-house ; from Colonial Secretary re endowment, and expressing regret of the Government that, as the land applied for is under pastoral lease, and that hitherto the selection of municipal endowments has been confined to lands at the disposal of the Government, therefore the Government, under these circumstances, are unable to comply with request ; telegram from V. Pyke, Esq., M.H.R., to the same effect, and advising that a fresh application be made for land over which pastoral lease is cancelled.: [845, 1274, 972, 1522]
- plans-text: Plan and specification may be seen at the County Offices, Clyde and Cromwell.: [180, 164, 303, 193]
- colonial-body-2: Insurers with this Company have the privilege of becoming Shareholders at par prices, and thus gain the marked premium on the Company's shares.: [447, 449, 573, 497]
- sig-place: County Offices, Clyde, Sept. 2, 1878.: [180, 274, 303, 294]
- bankruptcy-court: In the District Court of the Otago Gold-fields holden at Lawrence.: [180, 643, 303, 662]
- signature: SAMUEL WELSFORD, MAYOR.: [87, 1339, 171, 1359]
- art-union-place: Tinker's Gully, September 4, 1878.: [312, 262, 429, 272]
- hospital-report-2: No. 2 report, recommending payment of accounts for salaries and supplies for the past month, amounting to L57 14s 8d, was read and received.: [713, 1119, 838, 1167]
- dramatic-interval: Interval of Ten minutes.: [469, 761, 551, 771]
- concert-heading: A CONCERT AND BALL: [324, 439, 426, 468]
- dramatic-aid: In aid of the Funds of the: [467, 629, 553, 639]
- contract-text: CONTRACT No. 40.—Construction of 29 Chains of Road between Clyde and Cromwell, together with large masonry culvert at the Leaning Rock Creek.: [180, 112, 303, 160]
- hospital-attfield: Mr Attfield was elected member of the Visiting Committee vice Mr J. Holt, retiring.: [713, 1583, 838, 1612]
- bankruptcy-dated: Dated this 4th day of September, 1878.: [180, 769, 303, 789]
- borough-council-other: Other Councillors said, it being clearly proved there was no mistake they strongly: [845, 1733, 972, 1762]
- signature: HOWORTH, HODGKINS & WEBB SOLICITORS FOR THE DEBTOR.: [189, 792, 301, 821]
- column-3: [312, 32, 438, 1522]
- dramatic-commence-time: Commence at 8 p.m. Sharp.: [463, 900, 557, 910]
- public-meeting-body-2: Mr Fache said he had a private letter from Mr Pyke, in which he was urged to stir the people up to get up a meeting in support of the Haast Pass route. For his own part he did not see that the benefits to be derived from connecting the two coasts would be worth the cost. He had some slight knowledge of the West Coast, and was firmly of the opinion that if a line of railway as proposed was completed to-morrow it would be a losing affair for the next 20 years.: [845, 444, 972, 568]
- melbourne-cup-members: 4000 Members at 20s each.: [467, 223, 553, 233]
- rule: [55, 1066, 173, 1067]
- rule: [312, 167, 438, 168]
- signature: FRANCIS FULTON, CRAWFORD-STREET, DUNEDIN.: [312, 662, 436, 681]
- concert-school: IDA VALLEY SCHOOL: [320, 522, 430, 534]
- dramatic-date: WEDNESDAY, SEPTEMBER 18,: [451, 619, 569, 629]
- court-schedule: CLYDE.— Thursday, August 8 22 Sept. 5 19 Oct. 3 17 31 Nov. 14 28 Dec. 12 On every Thursday the Warden will attend to Land and general business.] CROMWELL.— Friday, August 2 16 30 Sept. 13 27 Oct. 11 25 Nov. 8 22 Dec. 6 20 [On every Friday alternating with the Court days the Warden will attend to transact all Mining, Land, and other business] ALEXANDRA.— Monday, August 5 26 Sept. 23 Oct. 21 Nov. 18 Dec. 16 [The Office at Alexandra will be open once a fortnight for the transaction of public business.] ROXBURGH.— Tuesday, August 20 Sept. 17 Oct. 15 Nov. 12 Dec. 10 OPHIR.— Tuesday, August 27 Sept. 24 Oct. 22 Nov. 19 Dec. 17: [55, 135, 173, 578]
- dramatic-entertainment: ENTERTAINMENT: [456, 570, 564, 585]
- admission-text: Million Prizes :—Admission One Shilling; children under 14, Sixpence,: [180, 1552, 303, 1582]
- signature: A. W. SMITH, DISTRICT LAND REGISTRAR.: [186, 558, 301, 578]
- rule: [91, 636, 137, 637]
- colonial-insurance-heading: COLONIAL INSURANCE COMPANY OF NEW ZEALAND.: [454, 341, 566, 376]
- race-body: TAKE NOTICE that it is intended to construct a Water Race and divert water for irrigation and domestic purposes, commencing at the North-east corner of Section 31, Block III, Lauder District, from a stream of water flowing out of the Swamps, and terminating at Section 29, Block III, Lauder District, the race to be constructed through Sections 31 and 30, both Sections being Crown Lands. Dimensions of the Race—12x12in.; length about three-quarters of a mile, and to divert two heads of water. Take two months to construct.: [55, 862, 173, 1025]
- addressed-text: Tenders to be addressed to the Chairman, and marked "Tender for Contract No. 40.": [180, 197, 303, 226]
- rule: [312, 1040, 438, 1041]
- land-transfer-heading: LAND TRANSFER ACT NOTICES: [189, 306, 294, 329]
- hotel-body: MRS. W. R. GEORGE begs respectfully to inform her friends and acquaintances, and the travelling public that, after an absence of eight years she has again taken possession of the above Hotel where she trusts to meet with a fair share of support.: [312, 795, 438, 862]
- rule: [91, 1088, 137, 1089]
- bankruptcy-body: THIS IS TO NOTIFY that Hugh Mackay Henderson, Storekeeper of Beaumont, has been elected Creditors' Trustee, and has certified his acceptance of the said Office.: [180, 717, 303, 766]
- royal-arms-icon: [348, 692, 402, 728]
- borough-council-auckland: Cr Auckland suggested that as it was very difficult to make Mr Patterson understand it would be as well to make the reduction asked for, and proceed accordingly.: [845, 1681, 972, 1729]
- signature: W. F. FORREST, TOWN CLERK.: [454, 145, 571, 155]
- railway-body: have liberally arranged to issue return tickets to Dunedin and back at a SINGLE FARE to holders of Carnival Tickets, which may be purchased at all Railway Stations in Otago.: [180, 1302, 303, 1360]
- schedule-clyde-note: On every Thursday the Warden will attend to Land and general business.]: [55, 211, 173, 240]
- concert-aid: In Aid of the Funds of the: [331, 508, 419, 518]
- rule: [447, 525, 573, 526]
- column-1: [55, 32, 173, 1522]
- editorial-1: We have to acknowledge receipt from the Government printer of No. of Hansard, a batch of bills, the Public Works Statement, and a lot of other papers.: [447, 1021, 573, 1070]
